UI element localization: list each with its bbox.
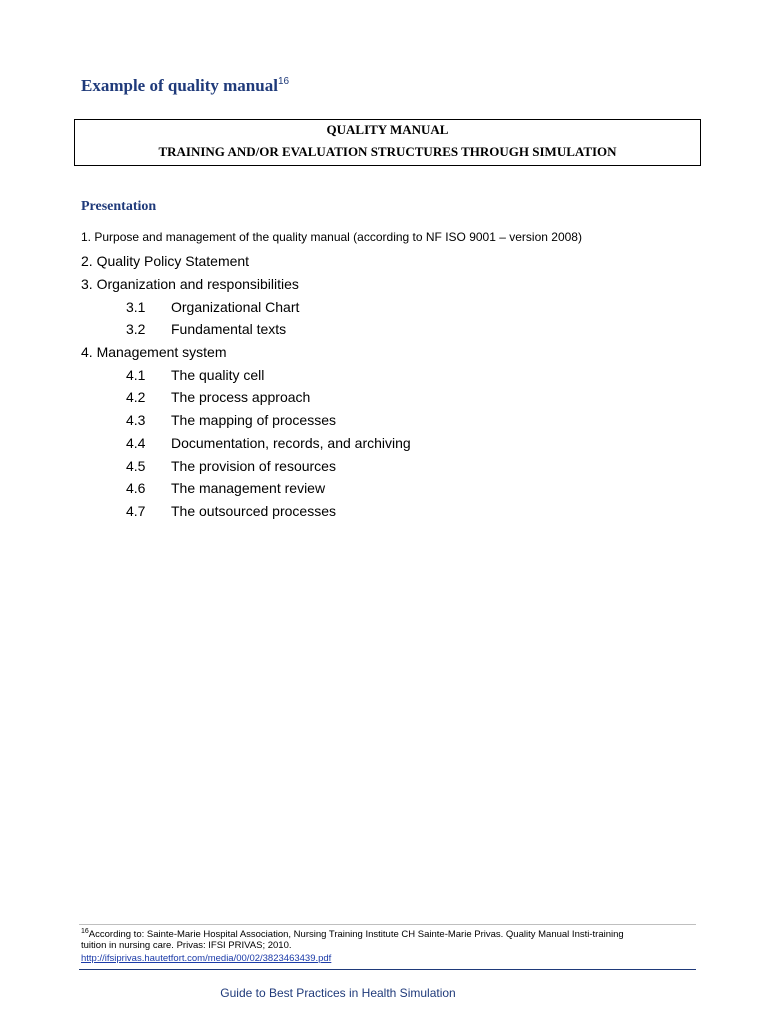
footer-divider [79,969,696,970]
sub-item-4-4 [126,435,411,451]
sub-item-text: Documentation, records, and archiving [171,435,411,451]
footnote-mark: 16 [81,928,89,935]
list-item-2: 2. Quality Policy Statement [81,253,250,269]
sub-item-4-7 [126,503,336,519]
sub-item-text: The management review [171,480,326,496]
footnote-text: According to: Sainte-Marie Hospital Association, Nursing Training Institute CH Sainte-Marie Privas. Quality Manual Insti-training tuition in nursing care. Privas: IFSI PRIVAS; 2010. [81,929,624,951]
sub-item-number: 4.2 [126,389,146,405]
list-item-1: 1. Purpose and management of the quality manual (according to NF ISO 9001 – version 2008) [81,230,582,244]
sub-item-number: 4.4 [126,435,146,451]
sub-item-number: 4.1 [126,367,146,383]
page-footer: Guide to Best Practices in Health Simulation [220,986,456,1000]
sub-item-3-2 [126,321,286,337]
sub-item-text: The quality cell [171,367,265,383]
sub-item-text: The outsourced processes [171,503,336,519]
title-box [74,119,701,166]
sub-item-4-1 [126,367,264,383]
footnote [81,926,641,951]
page-heading [81,76,289,96]
list-item-3: 3. Organization and responsibilities [81,276,299,292]
title-box-line2: TRAINING AND/OR EVALUATION STRUCTURES THROUGH SIMULATION [158,144,617,159]
sub-item-4-6 [126,480,325,496]
heading-footnote-mark: 16 [277,76,290,87]
sub-item-4-3 [126,412,336,428]
sub-item-text: Organizational Chart [171,299,300,315]
sub-item-number: 4.6 [126,480,146,496]
list-item-4: 4. Management system [81,344,227,360]
footnote-link[interactable]: http://ifsiprivas.hautetfort.com/media/00/02/3823463439.pdf [81,953,332,964]
sub-item-number: 4.5 [126,458,146,474]
sub-item-number: 4.7 [126,503,146,519]
sub-item-4-2 [126,389,310,405]
sub-item-text: The mapping of processes [171,412,336,428]
sub-item-text: Fundamental texts [171,321,287,337]
sub-item-3-1 [126,299,299,315]
title-box-line1: QUALITY MANUAL [326,122,449,137]
sub-item-number: 3.1 [126,299,146,315]
footnote-divider [79,924,696,925]
sub-item-text: The provision of resources [171,458,336,474]
sub-item-4-5 [126,458,336,474]
heading-text: Example of quality manual [81,76,278,95]
sub-item-number: 4.3 [126,412,146,428]
sub-item-text: The process approach [171,389,311,405]
sub-item-number: 3.2 [126,321,146,337]
section-title: Presentation [81,199,157,214]
